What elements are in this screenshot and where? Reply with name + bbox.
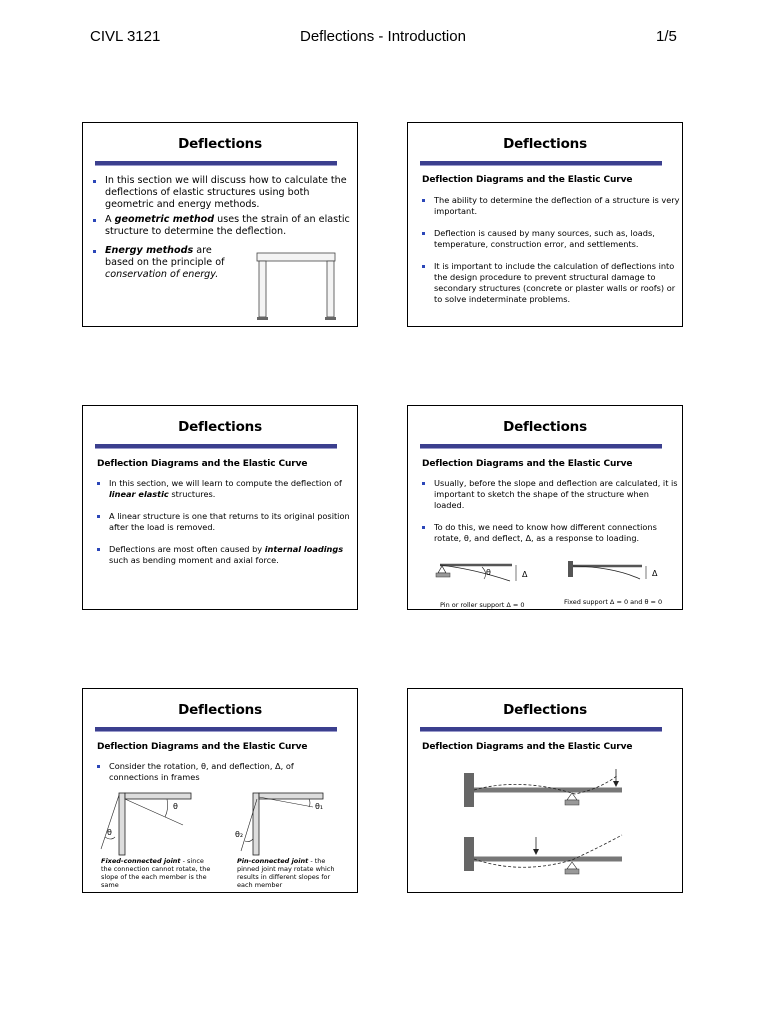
fixed-joint-caption: Fixed-connected joint - since the connection cannot rotate, the slope of the each member is the same (101, 857, 211, 889)
bullet-list (420, 478, 680, 555)
slide-3 (82, 405, 358, 610)
page-header (0, 28, 768, 50)
slide-title: Deflections (178, 136, 262, 152)
section-subheading: Deflection Diagrams and the Elastic Curve (422, 459, 633, 469)
slide-4 (407, 405, 683, 610)
title-rule (95, 727, 337, 732)
pin-support-beam-figure (434, 561, 534, 597)
delta-label: Δ (522, 570, 528, 579)
bullet-list (91, 245, 231, 284)
page-number: 1/5 (656, 28, 677, 45)
theta1-label: θ₁ (315, 802, 324, 811)
theta-label: θ (486, 568, 491, 577)
bullet-list (420, 195, 680, 316)
section-subheading: Deflection Diagrams and the Elastic Curve (422, 742, 633, 752)
section-subheading: Deflection Diagrams and the Elastic Curve (97, 459, 308, 469)
list-item: The ability to determine the deflection of a structure is very important. (420, 195, 680, 217)
theta-label: θ (107, 828, 112, 837)
slide-6 (407, 688, 683, 893)
slide-2 (407, 122, 683, 327)
theta2-label: θ₂ (235, 830, 244, 839)
title-rule (95, 444, 337, 449)
list-item: In this section we will discuss how to calculate the deflections of elastic structures using both geometric and energy methods. (91, 175, 351, 211)
pinned-joint-caption: Pin-connected joint - the pinned joint may rotate which results in different slopes for each member (237, 857, 335, 889)
slide-1 (82, 122, 358, 327)
slide-5 (82, 688, 358, 893)
slide-title: Deflections (503, 419, 587, 435)
title-rule (420, 727, 662, 732)
list-item: Deflection is caused by many sources, such as, loads, temperature, construction error, and settlements. (420, 228, 680, 250)
list-item: Usually, before the slope and deflection are calculated, it is important to sketch the shape of the structure when loaded. (420, 478, 680, 511)
pin-support-caption: Pin or roller support Δ = 0 (440, 601, 525, 609)
fixed-joint-figure (97, 789, 197, 855)
title-rule (420, 444, 662, 449)
fixed-support-beam-figure (564, 561, 674, 597)
course-code: CIVL 3121 (90, 28, 161, 45)
section-subheading: Deflection Diagrams and the Elastic Curve (422, 175, 633, 185)
beam-figure-bottom (460, 829, 630, 879)
list-item: A geometric method uses the strain of an elastic structure to determine the deflection. (91, 214, 351, 238)
list-item: A linear structure is one that returns to its original position after the load is removed. (95, 511, 355, 533)
slide-title: Deflections (503, 136, 587, 152)
bullet-list (91, 175, 351, 241)
section-subheading: Deflection Diagrams and the Elastic Curve (97, 742, 308, 752)
fixed-support-caption: Fixed support Δ = 0 and θ = 0 (564, 598, 663, 606)
beam-figure-top (460, 767, 630, 813)
document-title: Deflections - Introduction (300, 28, 466, 45)
bullet-list (95, 478, 355, 577)
theta-label: θ (173, 802, 178, 811)
slide-title: Deflections (178, 419, 262, 435)
list-item: In this section, we will learn to compute the deflection of linear elastic structures. (95, 478, 355, 500)
pinned-joint-figure (231, 789, 331, 855)
title-rule (420, 161, 662, 166)
slide-title: Deflections (503, 702, 587, 718)
list-item: It is important to include the calculation of deflections into the design procedure to prevent structural damage to secondary structures (concrete or plaster walls or roofs) or to solve indeterminate problems. (420, 261, 680, 305)
list-item: Energy methods are based on the principle of conservation of energy. (91, 245, 231, 281)
list-item: To do this, we need to know how different connections rotate, θ, and deflect, Δ, as a response to loading. (420, 522, 680, 544)
delta-label: Δ (652, 569, 658, 578)
list-item: Consider the rotation, θ, and deflection, Δ, of connections in frames (95, 761, 335, 783)
list-item: Deflections are most often caused by internal loadings such as bending moment and axial force. (95, 544, 355, 566)
title-rule (95, 161, 337, 166)
slide-title: Deflections (178, 702, 262, 718)
portal-frame-figure (251, 249, 341, 325)
